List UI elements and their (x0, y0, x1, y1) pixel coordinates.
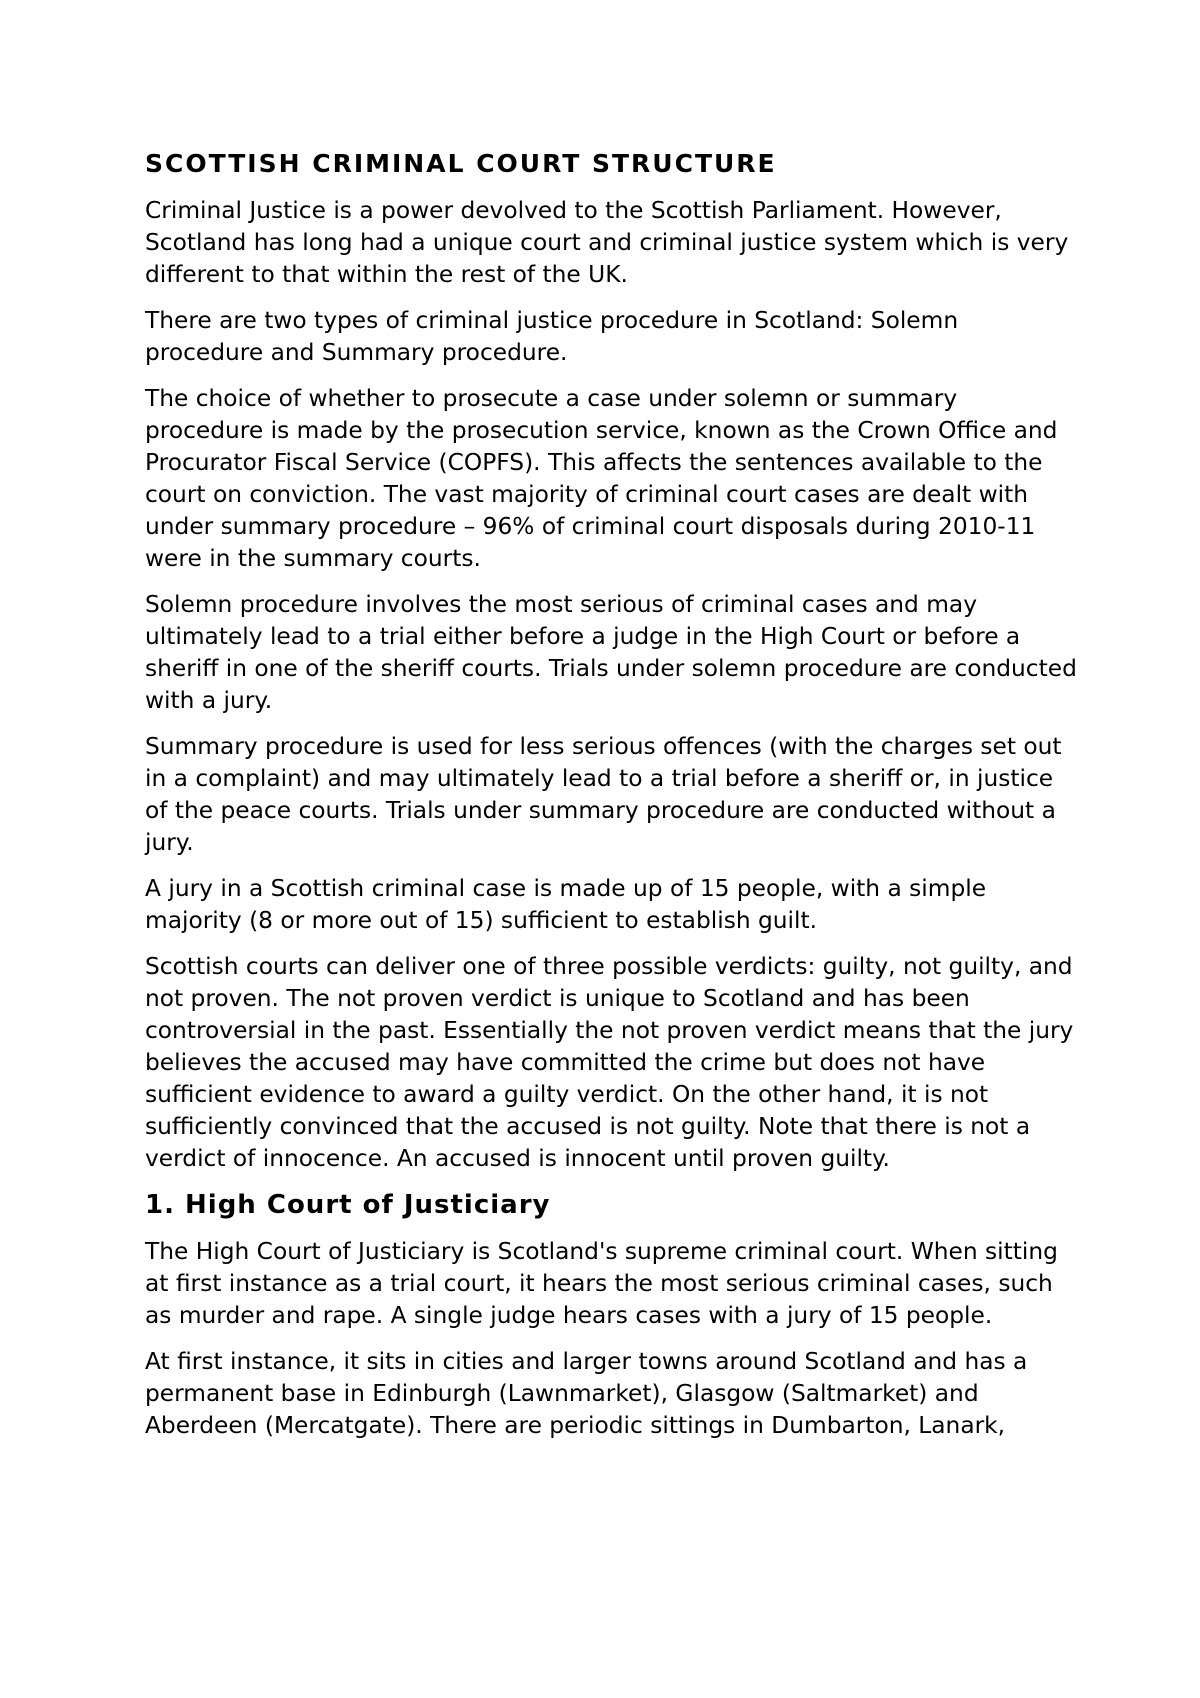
high-court-paragraph-supreme: The High Court of Justiciary is Scotland's supreme criminal court. When sitting at first instance as a trial court, it hears the most serious criminal cases, such as murder and rape. A single judge hears cases with a jury of 15 people. (145, 1238, 1058, 1330)
intro-paragraph-verdicts: Scottish courts can deliver one of three possible verdicts: guilty, not guilty, and not proven. The not proven verdict is unique to Scotland and has been controversial in the past. Essentially the not proven verdict means that the jury believes the accused may have committed the crime but does not have sufficient evidence to award a guilty verdict. On the other hand, it is not sufficiently convinced that the accused is not guilty. Note that there is not a verdict of innocence. An accused is innocent until proven guilty. (145, 952, 1074, 1172)
intro-paragraph-solemn: Solemn procedure involves the most serious of criminal cases and may ultimately lead to a trial either before a judge in the High Court or before a sheriff in one of the sheriff courts. Trials under solemn procedure are conducted with a jury. (145, 590, 1077, 714)
section-heading-high-court: 1. High Court of Justiciary (145, 1189, 551, 1220)
intro-paragraph-summary: Summary procedure is used for less serious offences (with the charges set out in a complaint) and may ultimately lead to a trial before a sheriff or, in justice of the peace courts. Trials under summary procedure are conducted without a jury. (145, 732, 1062, 856)
intro-paragraph-jury: A jury in a Scottish criminal case is made up of 15 people, with a simple majority (8 or more out of 15) sufficient to establish guilt. (145, 874, 987, 934)
intro-paragraph-devolved: Criminal Justice is a power devolved to the Scottish Parliament. However, Scotland has long had a unique court and criminal justice system which is very different to that within the rest of the UK. (145, 196, 1069, 288)
intro-paragraph-copfs: The choice of whether to prosecute a case under solemn or summary procedure is made by the prosecution service, known as the Crown Office and Procurator Fiscal Service (COPFS). This affects the sentences available to the court on conviction. The vast majority of criminal court cases are dealt with under summary procedure – 96% of criminal court disposals during 2010-11 were in the summary courts. (145, 384, 1058, 572)
intro-paragraph-procedure-types: There are two types of criminal justice procedure in Scotland: Solemn procedure and Summary procedure. (145, 306, 959, 366)
document-body (145, 140, 1080, 1456)
high-court-paragraph-sittings: At first instance, it sits in cities and larger towns around Scotland and has a permanent base in Edinburgh (Lawnmarket), Glasgow (Saltmarket) and Aberdeen (Mercatgate). There are periodic sittings in Dumbarton, Lanark, (145, 1348, 1028, 1440)
document-title: SCOTTISH CRIMINAL COURT STRUCTURE (145, 149, 777, 178)
